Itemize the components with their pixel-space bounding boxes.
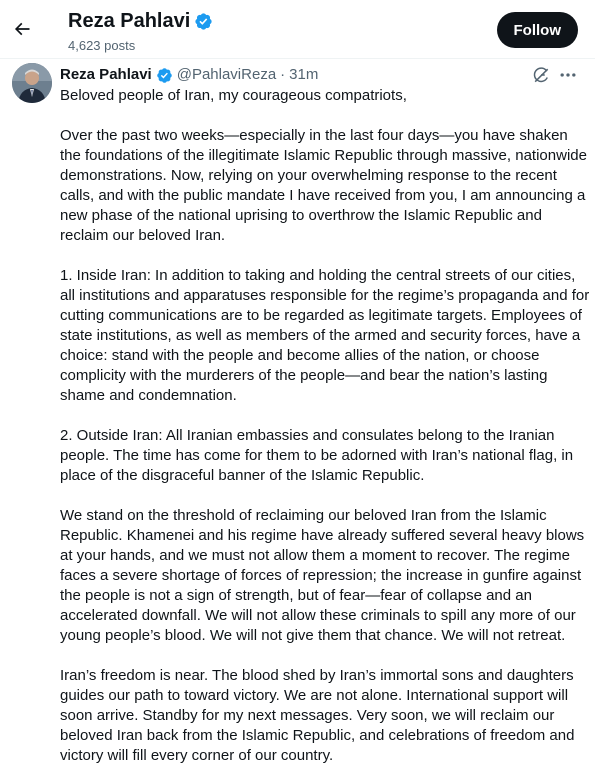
author-handle[interactable]: @PahlaviReza <box>176 66 277 83</box>
tweet-paragraph: Over the past two weeks—especially in the last four days—you have shaken the foundations of the illegitimate Islamic Republic through massive, nationwide demonstrations. Now, relying on your overwhelming response to the recent calls, and with the public mandate I have received from you, I am announcing a new phase of the national uprising to overthrow the Islamic Republic and reclaim our beloved Iran. <box>60 127 587 244</box>
tweet-paragraph: 1. Inside Iran: In addition to taking and holding the central streets of our cities, all institutions and apparatuses responsible for the regime’s propaganda and for cutting communications are to be regarded as legitimate targets. Employees of state institutions, as well as members of the armed and security forces, have a choice: stand with the people and become allies of the nation, or choose complicity with the murderers of the people—and bear the nation’s lasting shame and condemnation. <box>60 267 590 404</box>
back-button[interactable] <box>10 17 34 41</box>
separator-dot: · <box>280 66 286 83</box>
author-name[interactable]: Reza Pahlavi <box>60 66 152 83</box>
verified-badge-icon <box>194 12 213 31</box>
tweet-paragraph: Iran’s freedom is near. The blood shed by Iran’s immortal sons and daughters guides our path to toward victory. We are not alone. International support will soon arrive. Standby for my next messages. Very soon, we will reclaim our beloved Iran back from the Islamic Republic, and celebrations of freedom and victory will fill every corner of our country. <box>60 667 575 764</box>
tweet-paragraph: We stand on the threshold of reclaiming our beloved Iran from the Islamic Republic. Khamenei and his regime have already suffered several heavy blows at your hands, and we must not allow them a moment to recover. The regime faces a severe shortage of forces of repression; the increase in gunfire against the people is not a sign of strength, but of fear—fear of collapse and an accelerated downfall. We will not allow these criminals to spill any more of our young people’s blood. We will not give them that chance. We will not retreat. <box>60 507 585 644</box>
grok-icon[interactable] <box>531 65 551 85</box>
verified-badge-icon <box>156 67 173 84</box>
profile-photo <box>12 63 52 103</box>
tweet-paragraph: Beloved people of Iran, my courageous compatriots, <box>60 87 407 104</box>
tweet-paragraph: 2. Outside Iran: All Iranian embassies and consulates belong to the Iranian people. The time has come for them to be adorned with Iran’s national flag, in place of the disgraceful banner of the Islamic Republic. <box>60 427 574 484</box>
tweet-header <box>60 65 318 85</box>
profile-name: Reza Pahlavi <box>68 10 191 32</box>
arrow-left-icon <box>12 19 32 39</box>
profile-title-row <box>68 9 213 33</box>
avatar[interactable] <box>12 63 52 103</box>
tweet-text <box>60 86 590 768</box>
tweet-timestamp[interactable]: 31m <box>289 66 319 83</box>
follow-button[interactable]: Follow <box>497 12 579 48</box>
post-count: 4,623 posts <box>68 38 136 53</box>
profile-header <box>0 0 595 59</box>
more-icon[interactable] <box>558 65 578 85</box>
